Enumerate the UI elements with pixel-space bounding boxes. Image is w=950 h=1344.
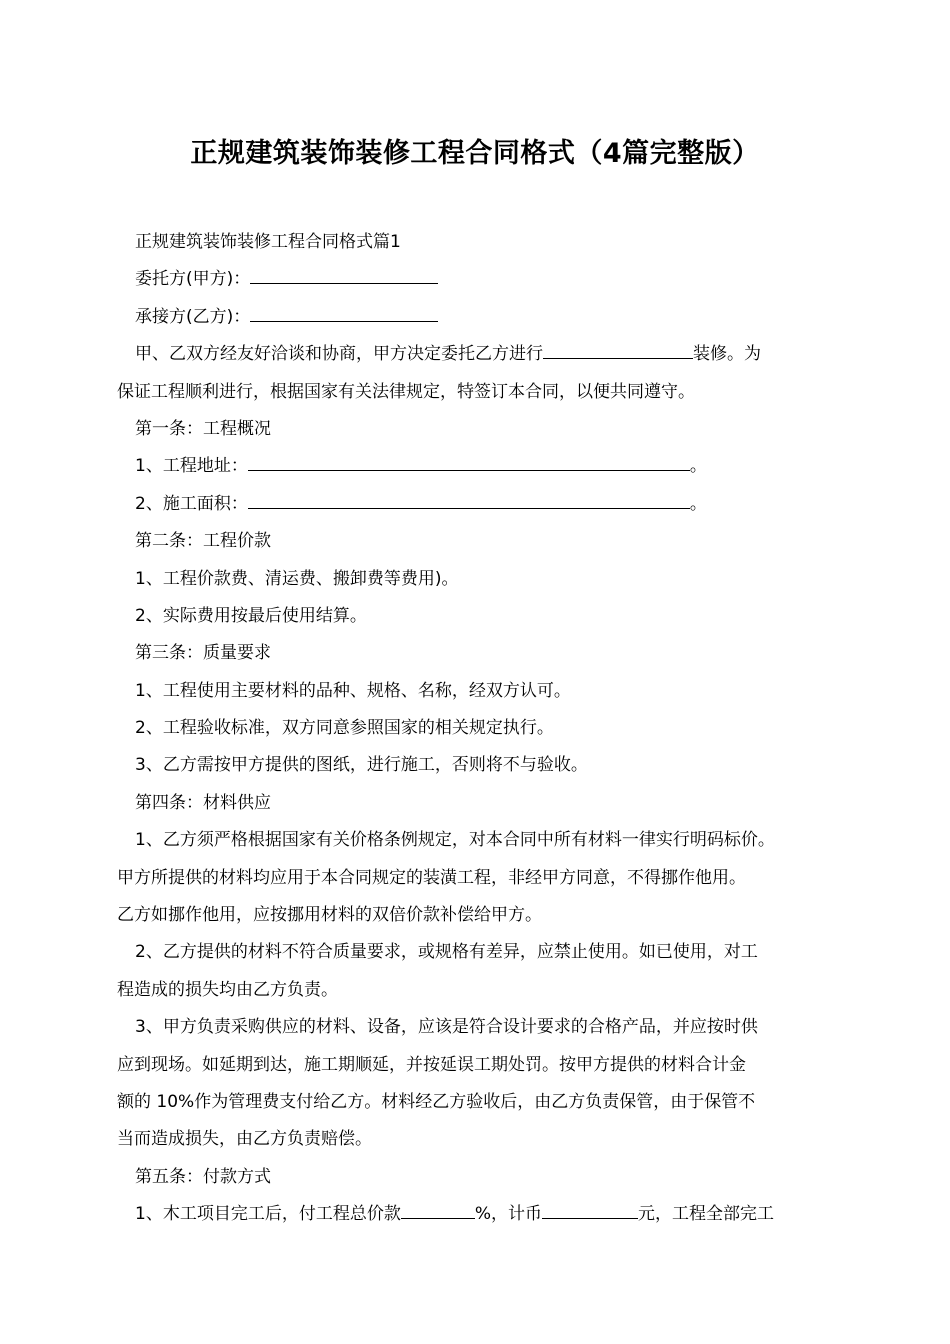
paragraph-line: 1、工程使用主要材料的品种、规格、名称，经双方认可。 (135, 680, 571, 701)
document-title: 正规建筑装饰装修工程合同格式（4篇完整版） (190, 138, 760, 169)
project-blank (543, 336, 693, 359)
article-heading: 第二条：工程价款 (135, 531, 271, 552)
article-heading: 第三条：质量要求 (135, 643, 271, 664)
party-b-blank (250, 299, 438, 322)
paragraph-line: 乙方如挪作他用，应按挪用材料的双倍价款补偿给甲方。 (117, 905, 542, 926)
party-a-blank (250, 261, 438, 284)
paragraph-line: 3、甲方负责采购供应的材料、设备，应该是符合设计要求的合格产品，并应按时供 (135, 1017, 758, 1038)
paragraph-line: 甲方所提供的材料均应用于本合同规定的装潢工程，非经甲方同意，不得挪作他用。 (117, 867, 746, 888)
paragraph-line: 甲、乙双方经友好洽谈和协商，甲方决定委托乙方进行 装修。为 (117, 336, 842, 373)
section-heading: 正规建筑装饰装修工程合同格式篇1 (135, 232, 401, 252)
percent-blank (401, 1196, 475, 1219)
area-blank (248, 486, 690, 509)
paragraph-line: 1、乙方须严格根据国家有关价格条例规定，对本合同中所有材料一律实行明码标价。 (135, 830, 775, 851)
paragraph-line: 额的 10%作为管理费支付给乙方。材料经乙方验收后，由乙方负责保管，由于保管不 (117, 1091, 756, 1112)
party-b-line: 承接方(乙方)： (117, 299, 842, 336)
paragraph-line: 2、工程验收标准，双方同意参照国家的相关规定执行。 (135, 718, 554, 739)
paragraph-line: 保证工程顺利进行，根据国家有关法律规定，特签订本合同，以便共同遵守。 (117, 381, 695, 402)
document-body (117, 224, 842, 1234)
article-heading: 第四条：材料供应 (135, 792, 271, 813)
party-a-line: 委托方(甲方)： (117, 261, 842, 298)
paragraph-line: 应到现场。如延期到达，施工期顺延，并按延误工期处罚。按甲方提供的材料合计金 (117, 1054, 746, 1075)
article-heading: 第五条：付款方式 (135, 1166, 271, 1187)
paragraph-line: 2、乙方提供的材料不符合质量要求，或规格有差异，应禁止使用。如已使用，对工 (135, 942, 758, 963)
payment-line: 1、木工项目完工后，付工程总价款 %，计币 元，工程全部完工 (117, 1196, 842, 1233)
amount-blank (542, 1196, 638, 1219)
area-line: 2、施工面积： 。 (117, 486, 842, 523)
article-heading: 第一条：工程概况 (135, 418, 271, 439)
paragraph-line: 3、乙方需按甲方提供的图纸，进行施工，否则将不与验收。 (135, 755, 588, 776)
paragraph-line: 当而造成损失，由乙方负责赔偿。 (117, 1129, 372, 1150)
paragraph-line: 1、工程价款费、清运费、搬卸费等费用)。 (135, 568, 459, 589)
paragraph-line: 程造成的损失均由乙方负责。 (117, 979, 338, 1000)
address-blank (248, 448, 690, 471)
paragraph-line: 2、实际费用按最后使用结算。 (135, 605, 367, 626)
address-line: 1、工程地址： 。 (117, 448, 842, 485)
